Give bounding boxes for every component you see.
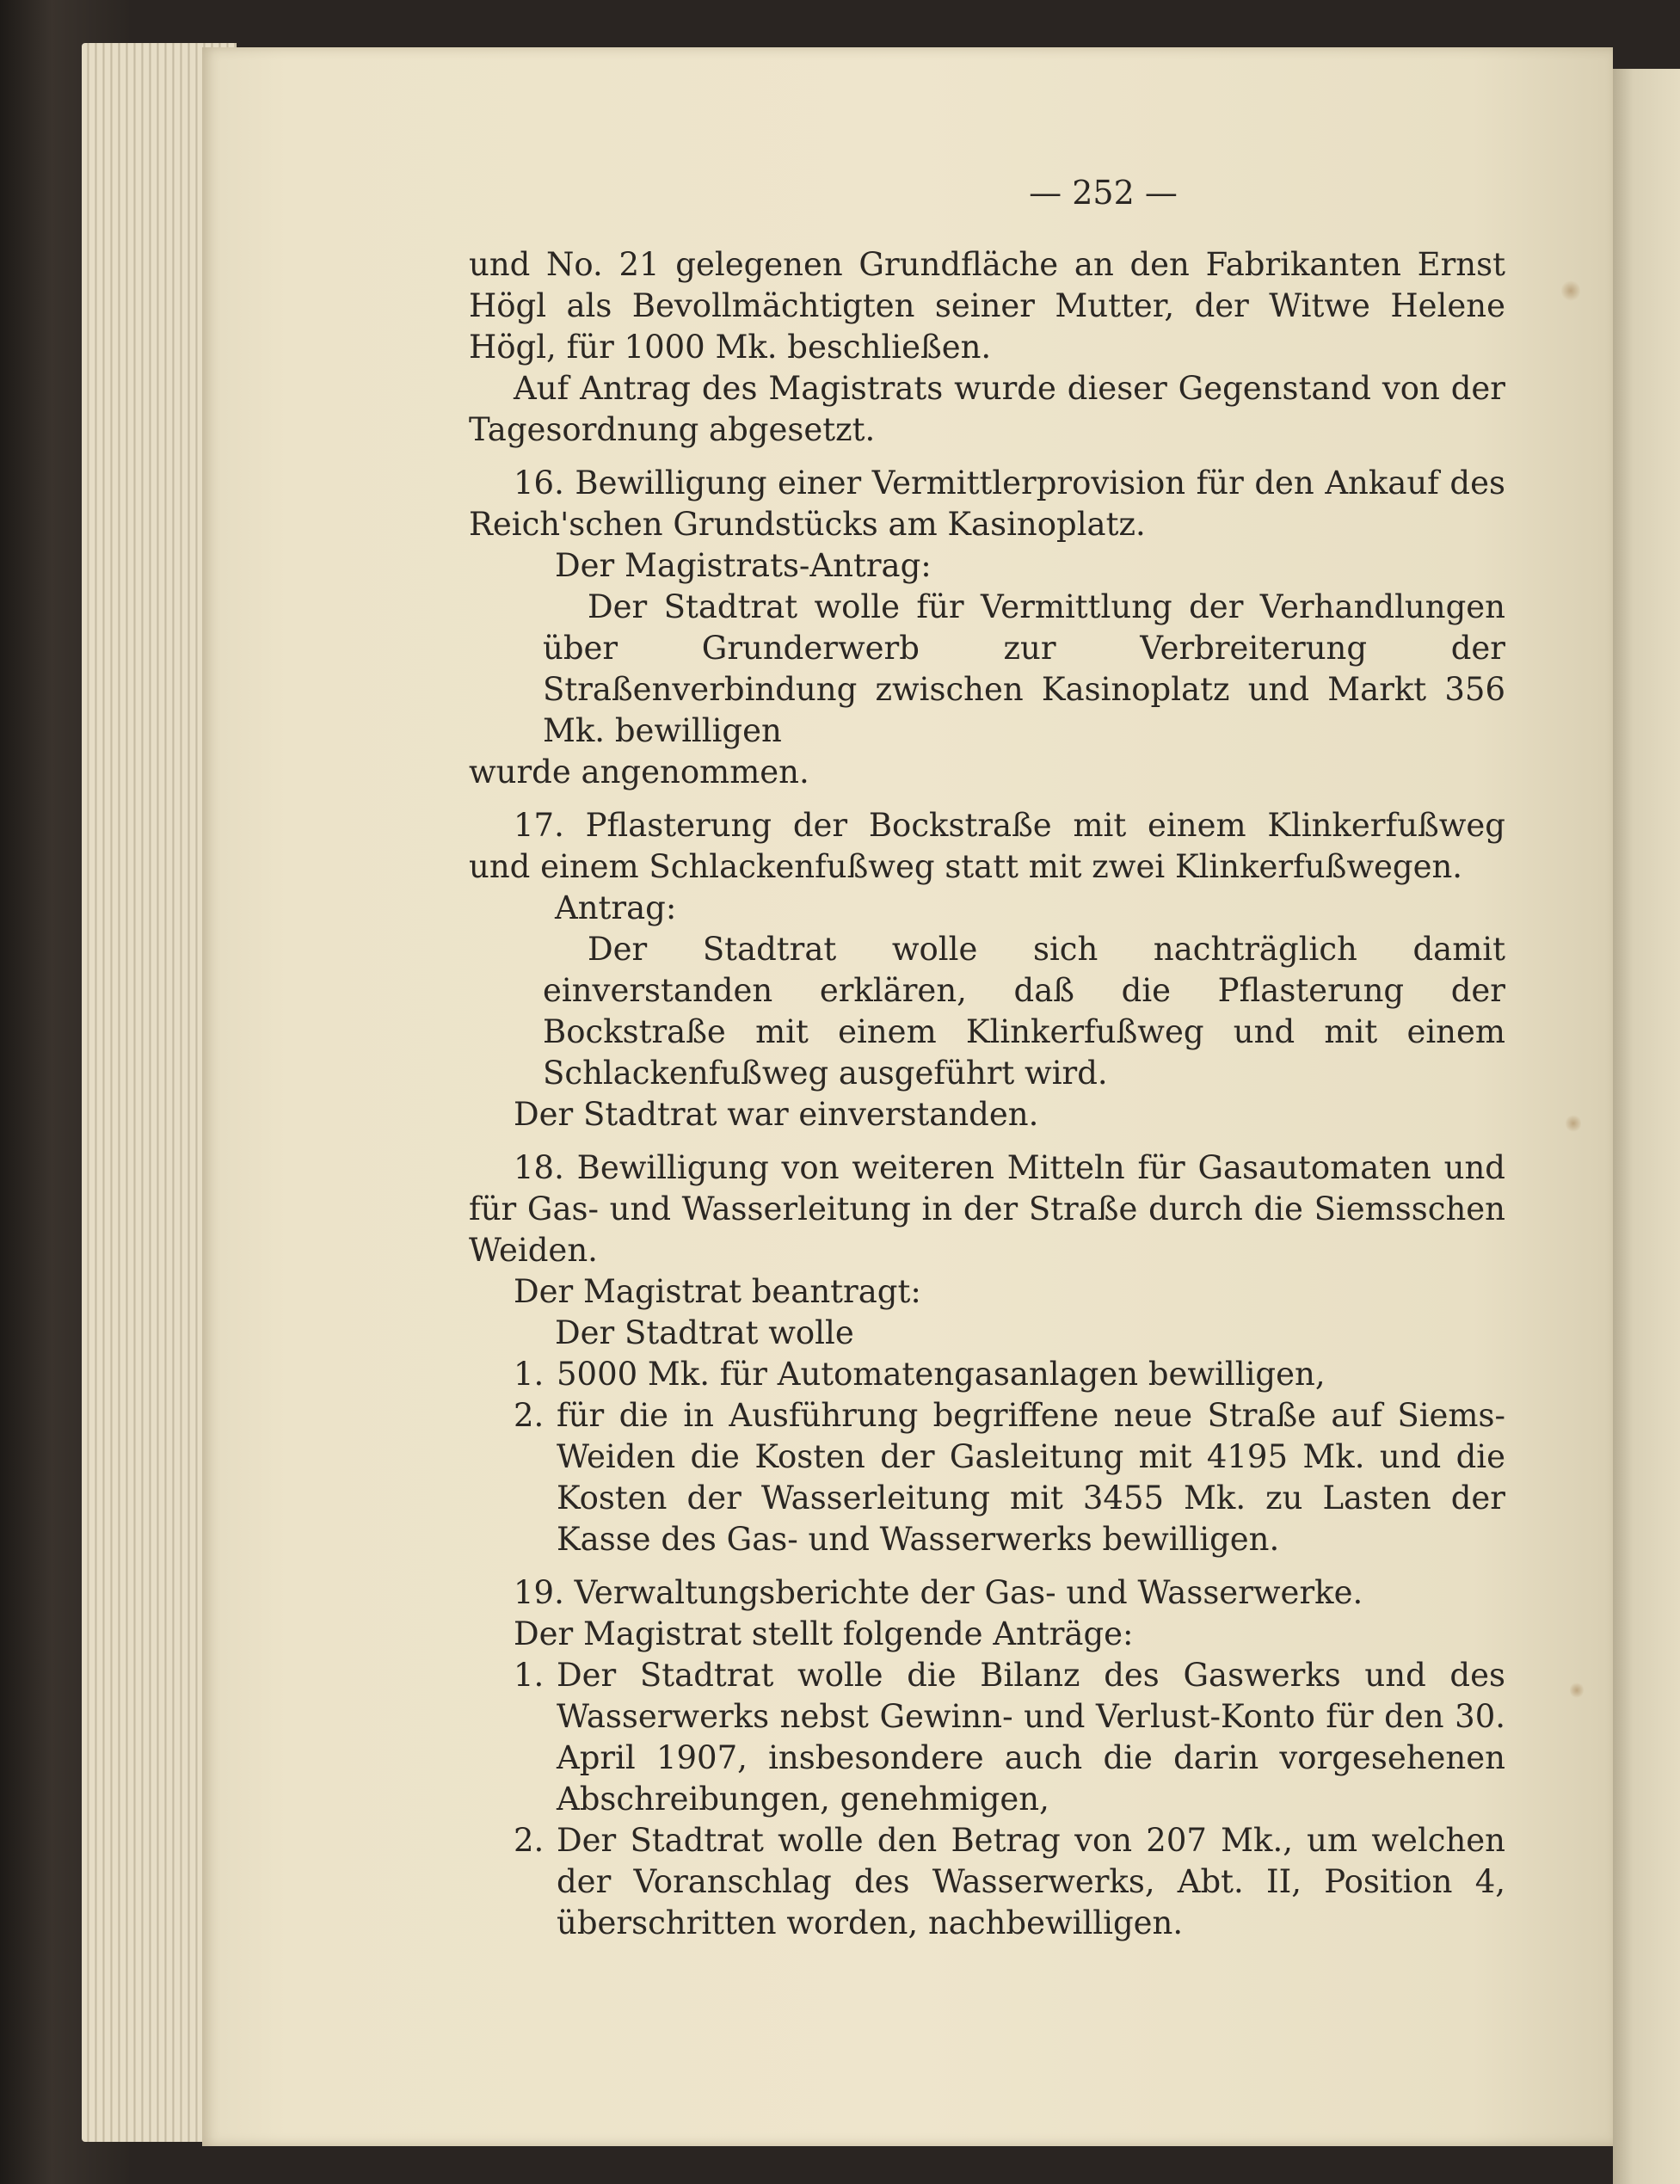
- paragraph: Der Magistrats-Antrag:: [555, 547, 932, 584]
- page-number: — 252 —: [1029, 174, 1178, 212]
- facing-page-edge: [1613, 69, 1680, 2184]
- paragraph: Antrag:: [555, 889, 677, 926]
- paragraph: wurde angenommen.: [469, 754, 809, 791]
- paper-stain: [1566, 1114, 1581, 1133]
- list-item: 2. Der Stadtrat wolle den Betrag von 207 Mk., um welchen der Voranschlag des Wasserwerks, Abt. II, Position 4, überschritten worden, nachbewilligen.: [514, 1822, 1505, 1941]
- agenda-item-18: 18. Bewilligung von weiteren Mitteln für Gasautomaten und für Gas- und Wasserleitung in der Straße durch die Siemsschen Weiden.: [469, 1149, 1505, 1269]
- paragraph: Der Stadtrat wolle sich nachträglich damit einverstanden erklären, daß die Pflasterung der Bockstraße mit einem Klinkerfußweg und mit einem Schlackenfußweg ausgeführt wird.: [543, 931, 1505, 1092]
- agenda-item-17: 17. Pflasterung der Bockstraße mit einem Klinkerfußweg und einem Schlackenfußweg statt mit zwei Klinkerfußwegen.: [469, 807, 1505, 885]
- list-item-18: [469, 1354, 1505, 1560]
- paragraph: Der Stadtrat wolle für Vermittlung der Verhandlungen über Grunderwerb zur Verbreiterung der Straßenverbindung zwischen Kasinoplatz und Markt 356 Mk. bewilligen: [543, 588, 1505, 749]
- paragraph: und No. 21 gelegenen Grundfläche an den Fabrikanten Ernst Högl als Bevollmächtigten seiner Mutter, der Witwe Helene Högl, für 1000 Mk. beschließen.: [469, 246, 1505, 366]
- list-item-19: [469, 1655, 1505, 1944]
- list-item: 2. für die in Ausführung begriffene neue Straße auf Siems-Weiden die Kosten der Gasleitung mit 4195 Mk. und die Kosten der Wasserleitung mit 3455 Mk. zu Lasten der Kasse des Gas- und Wasserwerks bewilligen.: [514, 1397, 1505, 1558]
- paper-stain: [1570, 1682, 1584, 1699]
- paragraph: Auf Antrag des Magistrats wurde dieser Gegenstand von der Tagesordnung abgesetzt.: [469, 370, 1505, 448]
- paragraph: Der Magistrat beantragt:: [514, 1273, 921, 1310]
- agenda-item-16: 16. Bewilligung einer Vermittlerprovision für den Ankauf des Reich'schen Grundstücks am Kasinoplatz.: [469, 464, 1505, 543]
- agenda-item-19: 19. Verwaltungsberichte der Gas- und Wasserwerke.: [514, 1574, 1363, 1611]
- page-text: [469, 172, 1505, 1944]
- paper-stain: [1561, 280, 1580, 302]
- paragraph: Der Stadtrat war einverstanden.: [514, 1096, 1039, 1133]
- list-item: 1. Der Stadtrat wolle die Bilanz des Gaswerks und des Wasserwerks nebst Gewinn- und Verlust-Konto für den 30. April 1907, insbesondere auch die darin vorgesehenen Abschreibungen, genehmigen,: [514, 1657, 1505, 1818]
- paragraph: Der Magistrat stellt folgende Anträge:: [514, 1615, 1134, 1652]
- paragraph: Der Stadtrat wolle: [555, 1314, 854, 1351]
- list-item: 1. 5000 Mk. für Automatengasanlagen bewilligen,: [514, 1356, 1326, 1393]
